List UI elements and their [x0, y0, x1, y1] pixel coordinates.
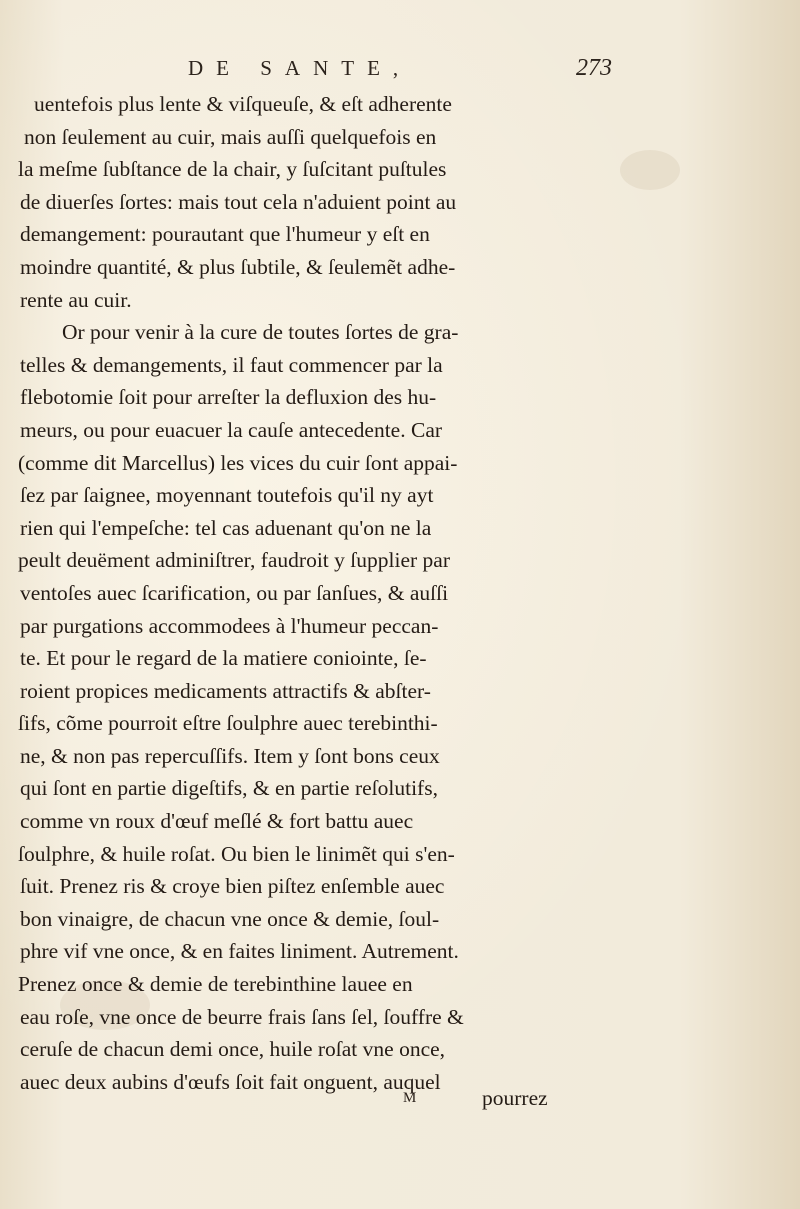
text-line: ventoſes auec ſcarification, ou par ſanſues, & auſſi — [20, 580, 449, 605]
text-line: ſuit. Prenez ris & croye bien piſtez enſemble auec — [20, 874, 445, 899]
text-line: rente au cuir. — [20, 287, 132, 312]
text-line: auec deux aubins d'œufs ſoit fait onguent, auquel — [20, 1069, 441, 1094]
text-line: ſoulphre, & huile roſat. Ou bien le linimẽt qui s'en- — [18, 841, 455, 866]
text-line: bon vinaigre, de chacun vne once & demie, ſoul- — [20, 906, 440, 931]
text-line: comme vn roux d'œuf meſlé & fort battu auec — [20, 809, 414, 834]
text-line: phre vif vne once, & en faites liniment. Autrement. — [20, 939, 459, 964]
text-line: rien qui l'empeſche: tel cas aduenant qu'on ne la — [20, 515, 432, 540]
paper-stain — [620, 150, 680, 190]
text-line: (comme dit Marcellus) les vices du cuir ſont appai- — [18, 450, 458, 475]
text-line: de diuerſes ſortes: mais tout cela n'aduient point au — [20, 189, 457, 214]
signature-mark: M — [403, 1090, 417, 1106]
text-line: ne, & non pas repercuſſifs. Item y ſont bons ceux — [20, 743, 440, 768]
text-line: meurs, ou pour euacuer la cauſe antecedente. Car — [20, 417, 443, 442]
text-line: Prenez once & demie de terebinthine lauee en — [18, 972, 413, 997]
page-header — [0, 56, 800, 88]
text-line: non ſeulement au cuir, mais auſſi quelquefois en — [24, 124, 437, 149]
catchword: pourrez — [482, 1086, 548, 1110]
text-line: peult deuëment adminiſtrer, faudroit y ſupplier par — [18, 548, 450, 573]
page-number: 273 — [576, 55, 612, 81]
text-line: demangement: pourautant que l'humeur y eſt en — [20, 222, 430, 247]
text-line: la meſme ſubſtance de la chair, y ſuſcitant puſtules — [18, 157, 447, 182]
page-footer — [0, 1086, 800, 1120]
text-line: uentefois plus lente & viſqueuſe, & eſt adherente — [34, 92, 452, 116]
text-line: Or pour venir à la cure de toutes ſortes de gra- — [62, 320, 459, 345]
text-line: roient propices medicaments attractifs & abſter- — [20, 678, 431, 703]
text-line: flebotomie ſoit pour arreſter la defluxion des hu- — [20, 385, 437, 410]
running-title: DE SANTE, — [188, 56, 412, 80]
text-line: ſez par ſaignee, moyennant toutefois qu'il ny ayt — [20, 483, 434, 508]
text-line: te. Et pour le regard de la matiere coniointe, ſe- — [20, 646, 427, 671]
text-line: qui ſont en partie digeſtifs, & en partie reſolutifs, — [20, 776, 438, 801]
text-line: par purgations accommodees à l'humeur peccan- — [20, 613, 439, 638]
text-line: ceruſe de chacun demi once, huile roſat vne once, — [20, 1037, 446, 1062]
text-line: ſifs, cõme pourroit eſtre ſoulphre auec terebinthi- — [18, 711, 438, 736]
text-line: moindre quantité, & plus ſubtile, & ſeulemẽt adhe- — [20, 254, 456, 279]
text-line: eau roſe, vne once de beurre frais ſans ſel, ſouffre & — [20, 1004, 464, 1029]
text-line: telles & demangements, il faut commencer par la — [20, 352, 443, 377]
body-text — [14, 88, 596, 1098]
